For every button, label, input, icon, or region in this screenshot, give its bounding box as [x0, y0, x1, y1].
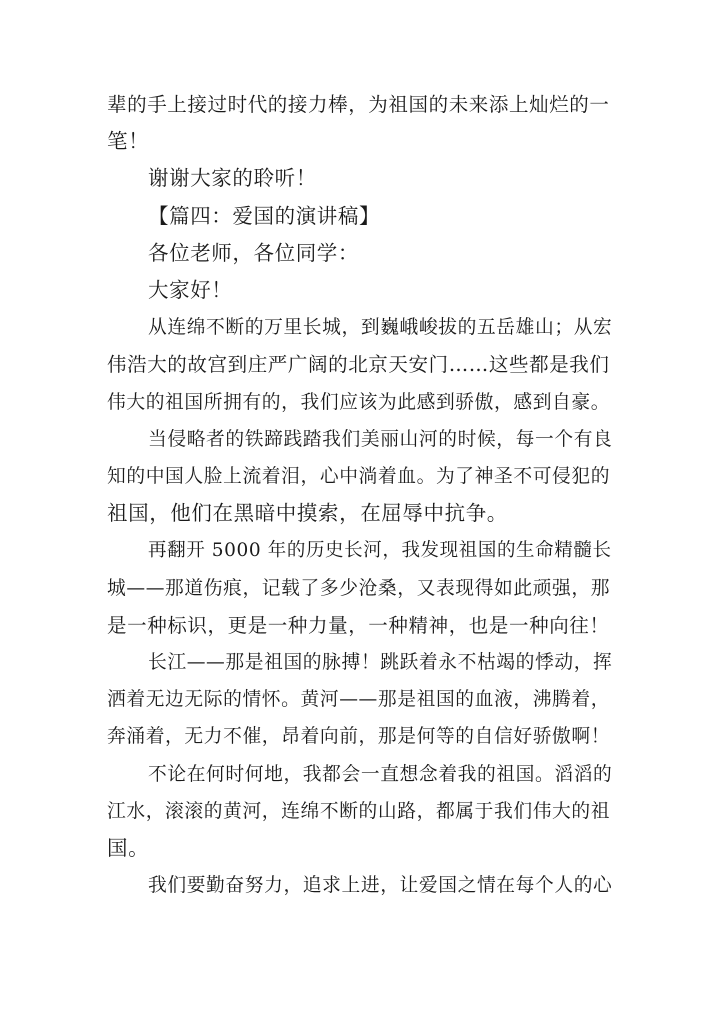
text-line: 城——那道伤痕，记载了多少沧桑，又表现得如此顽强，那 — [107, 577, 611, 599]
text-line: 笔！ — [107, 129, 150, 154]
text-line: 国。 — [107, 836, 150, 861]
text-line: 各位老师，各位同学： — [148, 240, 359, 265]
text-line: 长江——那是祖国的脉搏！跳跃着永不枯竭的悸动，挥 — [148, 652, 613, 674]
text-line: 谢谢大家的聆听！ — [148, 166, 317, 191]
text-line: 大家好！ — [148, 278, 233, 303]
text-line: 奔涌着，无力不催，昂着向前，那是何等的自信好骄傲啊！ — [107, 726, 611, 748]
text-line: 伟大的祖国所拥有的，我们应该为此感到骄傲，感到自豪。 — [107, 391, 611, 413]
text-line: 江水，滚滚的黄河，连绵不断的山路，都属于我们伟大的祖 — [107, 800, 611, 822]
text-line: 是一种标识，更是一种力量，一种精神，也是一种向往！ — [107, 613, 610, 637]
text-line: 不论在何时何地，我都会一直想念着我的祖国。滔滔的 — [148, 763, 613, 785]
text-line: 当侵略者的铁蹄践踏我们美丽山河的时候，每一个有良 — [148, 428, 613, 450]
text-line: 从连绵不断的万里长城，到巍峨峻拔的五岳雄山；从宏 — [148, 317, 613, 339]
text-line: 洒着无边无际的情怀。黄河——那是祖国的血液，沸腾着， — [107, 689, 611, 711]
text-line: 祖国，他们在黑暗中摸索，在屈辱中抗争。 — [107, 501, 508, 526]
text-line: 辈的手上接过时代的接力棒，为祖国的未来添上灿烂的一 — [107, 93, 610, 116]
section-heading: 【篇四：爱国的演讲稿】 — [148, 203, 381, 228]
text-line: 知的中国人脸上流着泪，心中淌着血。为了神圣不可侵犯的 — [107, 466, 611, 488]
text-line: 再翻开 5000 年的历史长河，我发现祖国的生命精髓长 — [148, 540, 612, 562]
text-line: 伟浩大的故宫到庄严广阔的北京天安门……这些都是我们 — [107, 353, 610, 377]
text-line: 我们要勤奋努力，追求上进，让爱国之情在每个人的心 — [148, 875, 613, 897]
document-body — [107, 86, 613, 904]
